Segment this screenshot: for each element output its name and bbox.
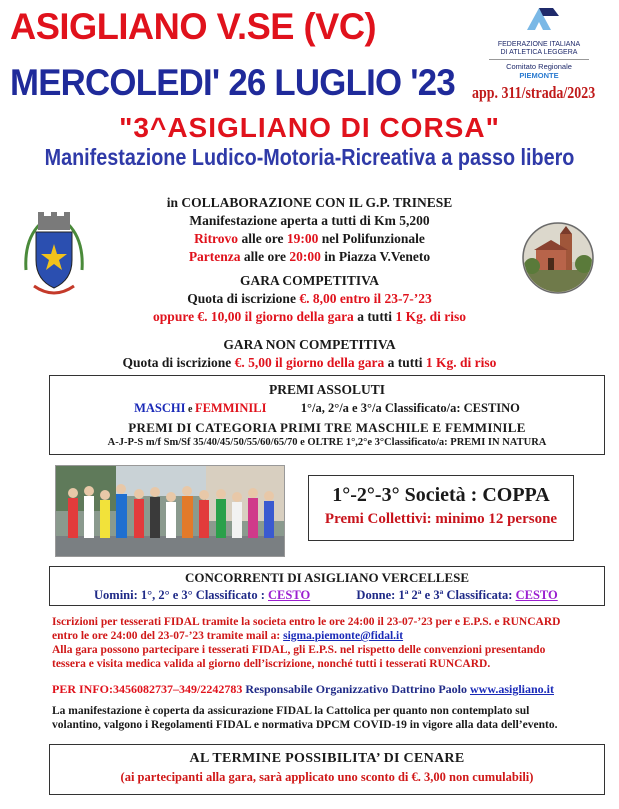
gara-non-competitiva-heading: GARA NON COMPETITIVA [223, 337, 396, 352]
societa-title: 1°-2°-3° Società : COPPA [332, 484, 550, 506]
concorrenti-box [49, 566, 605, 606]
partenza-end: in Piazza V.Veneto [320, 249, 431, 264]
premi-e: e [185, 404, 195, 415]
gnc-quota-value: €. 5,00 il giorno della gara [234, 355, 385, 370]
prizes-box [49, 375, 605, 455]
concorrenti-uomini: Uomini: 1°, 2° e 3° Classificato : [94, 588, 269, 602]
premi-places: 1°/a, 2°/a e 3°/a Classificato/a: CESTINO [300, 401, 520, 415]
fidal-logo-icon [489, 6, 589, 36]
partenza-label: Partenza [188, 249, 241, 264]
concorrenti-heading: CONCORRENTI DI ASIGLIANO VERCELLESE [184, 570, 470, 585]
collaboration-line: in COLLABORAZIONE CON IL G.P. TRINESE [166, 195, 453, 210]
ritrovo-line [0, 230, 619, 247]
gc-oppure-mid: a tutti [353, 309, 396, 324]
fidal-comitato [489, 59, 589, 80]
premi-femminili: FEMMINILI [194, 401, 267, 415]
gc-oppure: oppure €. 10,00 il giorno della gara [153, 309, 354, 324]
contatti-line [52, 683, 554, 696]
iscrizioni-line4: tessera e visita medica valida al giorno dell’iscrizione, nonché tutti i tesserati RUNCARD. [52, 658, 491, 670]
gc-quota-prefix: Quota di iscrizione [187, 291, 300, 306]
gara-non-competitiva-quota [0, 354, 619, 371]
gara-competitiva-heading: GARA COMPETITIVA [240, 273, 379, 288]
assicurazione-line2: volantino, valgono i Regolamenti FIDAL e normativa DPCM COVID-19 in vigore alla data dell’evento. [52, 719, 558, 731]
gnc-quota-mid: a tutti [384, 355, 426, 370]
fidal-line1: FEDERAZIONE ITALIANA [497, 41, 581, 48]
event-subtitle: Manifestazione Ludico-Motoria-Ricreativa a passo libero [44, 144, 575, 170]
ritrovo-time: 19:00 [286, 231, 319, 246]
runners-photo-icon [56, 466, 285, 557]
assicurazione-line1: La manifestazione è coperta da assicurazione FIDAL la Cattolica per quanto non contemplato sul [52, 705, 530, 717]
approval-code: app. 311/strada/2023 [472, 83, 596, 102]
premi-assoluti-line [50, 401, 604, 416]
cena-subtitle: (ai partecipanti alla gara, sarà applicato uno sconto di €. 3,00 non cumulabili) [120, 770, 534, 784]
gnc-quota-prefix: Quota di iscrizione [122, 355, 235, 370]
cena-box [49, 744, 605, 795]
contatti-label: PER INFO: [52, 682, 113, 696]
iscrizioni-email-link[interactable]: sigma.piemonte@fidal.it [283, 630, 404, 642]
premi-categoria-line: A-J-P-S m/f Sm/Sf 35/40/45/50/55/60/65/70 e OLTRE 1°,2°e 3°Classificato/a: PREMI IN NATURA [107, 437, 547, 448]
partenza-mid: alle ore [240, 249, 290, 264]
iscrizioni-line2 [52, 630, 403, 643]
contatti-responsabile: Responsabile Organizzativo Dattrino Paolo [242, 682, 470, 696]
premi-categoria-heading: PREMI DI CATEGORIA PRIMI TRE MASCHILE E FEMMINILE [128, 420, 526, 435]
premi-maschi: MASCHI [134, 401, 186, 415]
concorrenti-donne-prize: CESTO [515, 588, 558, 602]
ritrovo-label: Ritrovo [194, 231, 239, 246]
fidal-line2: DI ATLETICA LEGGERA [500, 49, 578, 56]
gnc-quota-end: 1 Kg. di riso [425, 355, 497, 370]
concorrenti-donne: Donne: 1ª 2ª e 3ª Classificata: [356, 588, 516, 602]
runners-photo [55, 465, 285, 557]
gc-quota-value: €. 8,00 entro il 23-7-’23 [299, 291, 432, 306]
ritrovo-mid: alle ore [238, 231, 287, 246]
event-name: "3^ASIGLIANO DI CORSA" [119, 112, 500, 143]
societa-box [308, 475, 574, 541]
gc-oppure-end: 1 Kg. di riso [395, 309, 466, 324]
iscrizioni-line3: Alla gara possono partecipare i tesserati FIDAL, gli E.P.S. nel rispetto delle convenzioni presentando [52, 644, 546, 656]
cena-title: AL TERMINE POSSIBILITA’ DI CENARE [189, 751, 465, 766]
partenza-line [0, 248, 619, 265]
gara-competitiva-oppure [0, 308, 619, 325]
partenza-time: 20:00 [289, 249, 321, 264]
title-location: ASIGLIANO V.SE (VC) [10, 6, 377, 47]
concorrenti-uomini-prize: CESTO [268, 588, 311, 602]
title-date: MERCOLEDI' 26 LUGLIO '23 [10, 62, 455, 103]
website-link[interactable]: www.asigliano.it [470, 682, 555, 696]
premi-assoluti-heading: PREMI ASSOLUTI [269, 382, 385, 397]
iscrizioni-line1: Iscrizioni per tesserati FIDAL tramite la societa entro le ore 24:00 il 23-07-’23 per e E.P.S. e RUNCARD [52, 616, 561, 628]
ritrovo-end: nel Polifunzionale [318, 231, 425, 246]
gara-competitiva-quota [0, 290, 619, 307]
fidal-comitato-prefix: Comitato Regionale [506, 62, 572, 71]
societa-subtitle: Premi Collettivi: minimo 12 persone [324, 511, 558, 527]
iscrizioni-line2-prefix: entro le ore 24:00 del 23-07-’23 tramite mail a: [52, 630, 284, 642]
open-to-all-line: Manifestazione aperta a tutti di Km 5,200 [189, 213, 430, 228]
fidal-comitato-region: PIEMONTE [519, 71, 559, 80]
concorrenti-line [50, 588, 604, 603]
fidal-logo [489, 6, 589, 80]
contatti-phones: 3456082737–349/2242783 [113, 682, 243, 696]
